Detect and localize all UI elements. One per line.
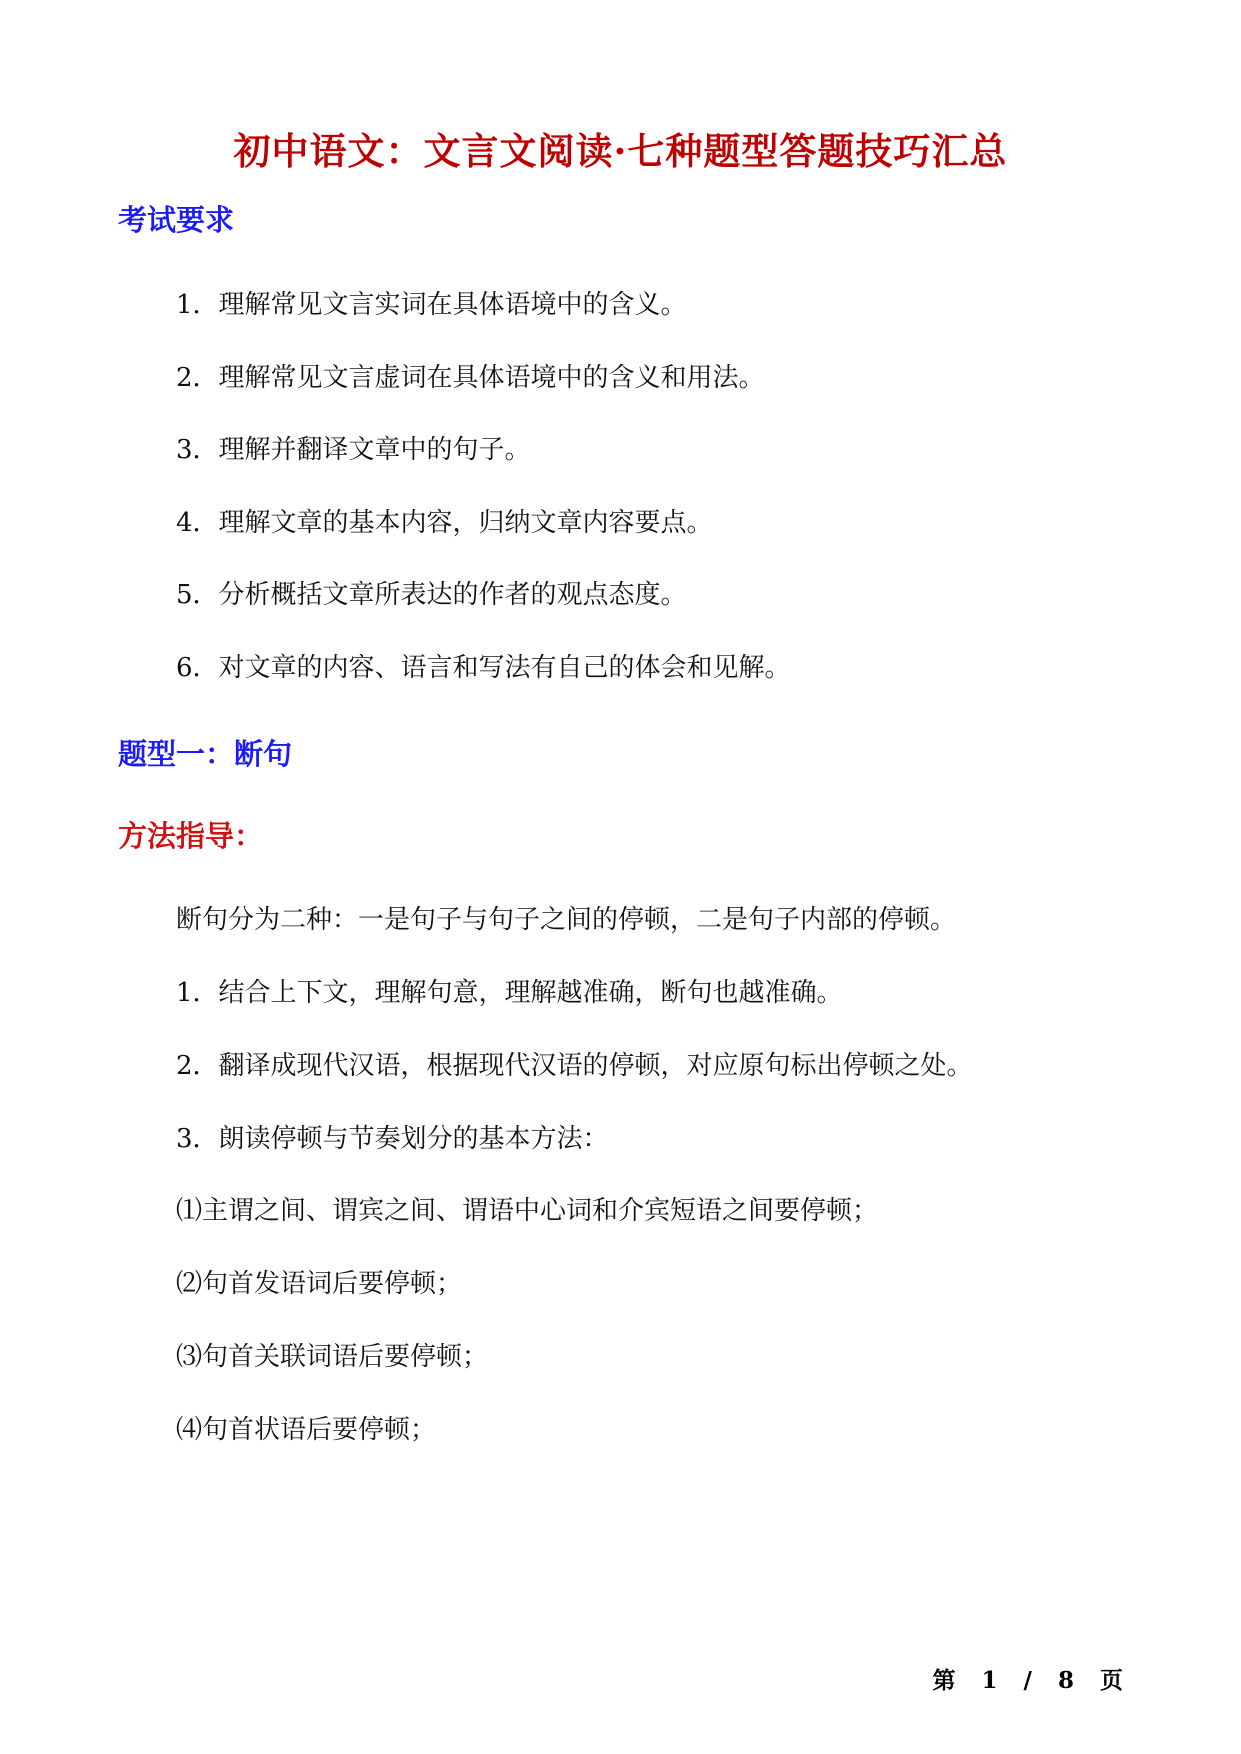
page-number-total: 8: [1057, 1667, 1074, 1694]
requirement-item-5: 5．分析概括文章所表达的作者的观点态度。: [176, 580, 687, 610]
requirement-item-1: 1．理解常见文言实词在具体语境中的含义。: [176, 290, 687, 320]
method-guide-heading: 方法指导：: [118, 819, 264, 853]
type-one-heading: 题型一：断句: [118, 737, 293, 771]
method-line-3: 3．朗读停顿与节奏划分的基本方法：: [176, 1124, 609, 1154]
method-subline-1: ⑴主谓之间、谓宾之间、谓语中心词和介宾短语之间要停顿；: [176, 1196, 879, 1226]
method-subline-2: ⑵句首发语词后要停顿；: [176, 1269, 463, 1299]
page-number-prefix: 第: [932, 1667, 956, 1694]
method-line-intro: 断句分为二种：一是句子与句子之间的停顿，二是句子内部的停顿。: [176, 905, 957, 935]
method-line-2: 2．翻译成现代汉语，根据现代汉语的停顿，对应原句标出停顿之处。: [176, 1051, 973, 1081]
requirement-item-4: 4．理解文章的基本内容，归纳文章内容要点。: [176, 508, 713, 538]
method-line-1: 1．结合上下文，理解句意，理解越准确，断句也越准确。: [176, 978, 843, 1008]
page-number-suffix: 页: [1100, 1667, 1123, 1694]
exam-requirements-heading: 考试要求: [118, 203, 235, 237]
page-number-current: 1: [981, 1667, 998, 1694]
page-number-separator: /: [1023, 1667, 1032, 1694]
method-subline-3: ⑶句首关联词语后要停顿；: [176, 1342, 489, 1372]
page-number: [932, 1666, 1123, 1696]
method-subline-4: ⑷句首状语后要停顿；: [176, 1415, 437, 1445]
requirement-item-3: 3．理解并翻译文章中的句子。: [176, 435, 531, 465]
requirement-item-2: 2．理解常见文言虚词在具体语境中的含义和用法。: [176, 363, 765, 393]
document-title: 初中语文：文言文阅读·七种题型答题技巧汇总: [233, 129, 1008, 173]
requirement-item-6: 6．对文章的内容、语言和写法有自己的体会和见解。: [176, 653, 791, 683]
